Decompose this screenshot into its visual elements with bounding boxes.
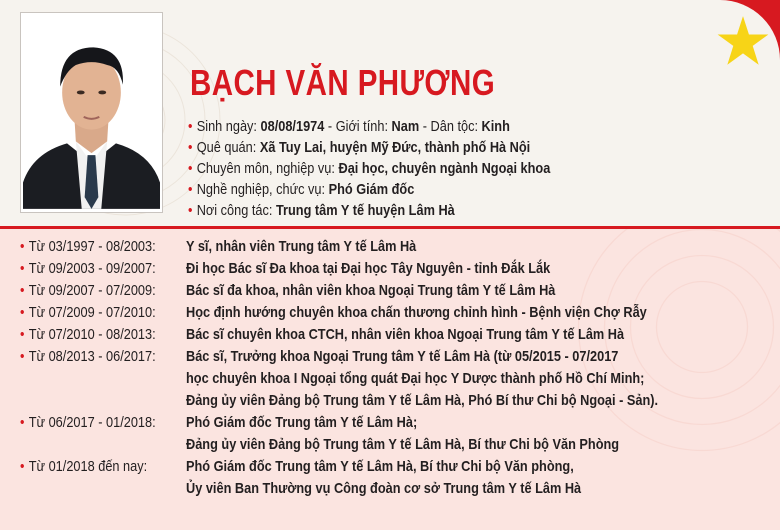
bullet-icon: • [20, 458, 25, 475]
gender-label: Giới tính: [335, 118, 392, 135]
bullet-icon: • [20, 282, 25, 299]
info-hometown-row [188, 137, 550, 158]
info-birth-row [188, 116, 550, 137]
separator: - [324, 118, 336, 135]
occupation-value: Phó Giám đốc [328, 181, 415, 198]
info-expertise-row [188, 158, 550, 179]
star-icon [716, 14, 770, 68]
separator: - [419, 118, 431, 135]
bullet-icon: • [188, 160, 193, 177]
description-line: Bác sĩ, Trưởng khoa Ngoại Trung tâm Y tế Lâm Hà (từ 05/2015 - 07/2017 [186, 348, 619, 365]
birth-label: Sinh ngày: [196, 118, 261, 135]
timeline-period [20, 456, 147, 478]
gender-value: Nam [391, 118, 420, 135]
birth-value: 08/08/1974 [260, 118, 325, 135]
timeline-description [186, 346, 658, 412]
occupation-label: Nghề nghiệp, chức vụ: [196, 181, 329, 198]
timeline-description [186, 302, 647, 324]
timeline-description [186, 412, 619, 456]
period-text: Từ 03/1997 - 08/2003: [28, 238, 156, 255]
bullet-icon: • [20, 326, 25, 343]
period-text: Từ 06/2017 - 01/2018: [28, 414, 156, 431]
timeline-description [186, 456, 581, 500]
period-text: Từ 01/2018 đến nay: [28, 458, 148, 475]
hometown-value: Xã Tuy Lai, huyện Mỹ Đức, thành phố Hà Nội [259, 139, 531, 156]
workplace-label: Nơi công tác: [196, 202, 276, 219]
expertise-value: Đại học, chuyên ngành Ngoại khoa [338, 160, 551, 177]
person-name: BẠCH VĂN PHƯƠNG [190, 62, 496, 103]
bullet-icon: • [188, 118, 193, 135]
description-line: Đảng ủy viên Đảng bộ Trung tâm Y tế Lâm Hà, Phó Bí thư Chi bộ Ngoại - Sản). [186, 392, 659, 409]
workplace-value: Trung tâm Y tế huyện Lâm Hà [275, 202, 455, 219]
timeline-description [186, 258, 550, 280]
timeline-description [186, 324, 624, 346]
ethnicity-label: Dân tộc: [430, 118, 482, 135]
timeline-description [186, 236, 416, 258]
period-text: Từ 07/2010 - 08/2013: [28, 326, 156, 343]
timeline-period [20, 258, 156, 280]
description-line: học chuyên khoa I Ngoại tổng quát Đại học Y Dược thành phố Hồ Chí Minh; [186, 370, 645, 387]
description-line: Ủy viên Ban Thường vụ Công đoàn cơ sở Trung tâm Y tế Lâm Hà [186, 480, 582, 497]
bullet-icon: • [20, 238, 25, 255]
timeline-description [186, 280, 555, 302]
description-line: Y sĩ, nhân viên Trung tâm Y tế Lâm Hà [186, 238, 417, 255]
timeline-period [20, 324, 156, 346]
portrait-photo [20, 12, 163, 213]
personal-info-list [188, 116, 614, 221]
portrait-illustration [23, 15, 160, 210]
timeline-period [20, 346, 156, 368]
hometown-label: Quê quán: [196, 139, 260, 156]
description-line: Phó Giám đốc Trung tâm Y tế Lâm Hà, Bí thư Chi bộ Văn phòng, [186, 458, 574, 475]
bullet-icon: • [188, 202, 193, 219]
description-line: Đi học Bác sĩ Đa khoa tại Đại học Tây Nguyên - tỉnh Đắk Lắk [186, 260, 551, 277]
timeline-period [20, 236, 156, 258]
info-workplace-row [188, 200, 550, 221]
bullet-icon: • [20, 260, 25, 277]
info-occupation-row [188, 179, 550, 200]
timeline-period [20, 280, 156, 302]
bullet-icon: • [20, 414, 25, 431]
bullet-icon: • [188, 181, 193, 198]
timeline-period [20, 302, 156, 324]
description-line: Đảng ủy viên Đảng bộ Trung tâm Y tế Lâm Hà, Bí thư Chi bộ Văn Phòng [186, 436, 620, 453]
period-text: Từ 07/2009 - 07/2010: [28, 304, 156, 321]
expertise-label: Chuyên môn, nghiệp vụ: [196, 160, 339, 177]
bullet-icon: • [20, 348, 25, 365]
bullet-icon: • [188, 139, 193, 156]
description-line: Học định hướng chuyên khoa chấn thương chỉnh hình - Bệnh viện Chợ Rẫy [186, 304, 647, 321]
timeline-period [20, 412, 156, 434]
ethnicity-value: Kinh [481, 118, 510, 135]
bullet-icon: • [20, 304, 25, 321]
section-divider [0, 226, 780, 229]
description-line: Bác sĩ đa khoa, nhân viên khoa Ngoại Trung tâm Y tế Lâm Hà [186, 282, 556, 299]
period-text: Từ 09/2003 - 09/2007: [28, 260, 156, 277]
description-line: Bác sĩ chuyên khoa CTCH, nhân viên khoa Ngoại Trung tâm Y tế Lâm Hà [186, 326, 625, 343]
period-text: Từ 09/2007 - 07/2009: [28, 282, 156, 299]
period-text: Từ 08/2013 - 06/2017: [28, 348, 156, 365]
description-line: Phó Giám đốc Trung tâm Y tế Lâm Hà; [186, 414, 418, 431]
